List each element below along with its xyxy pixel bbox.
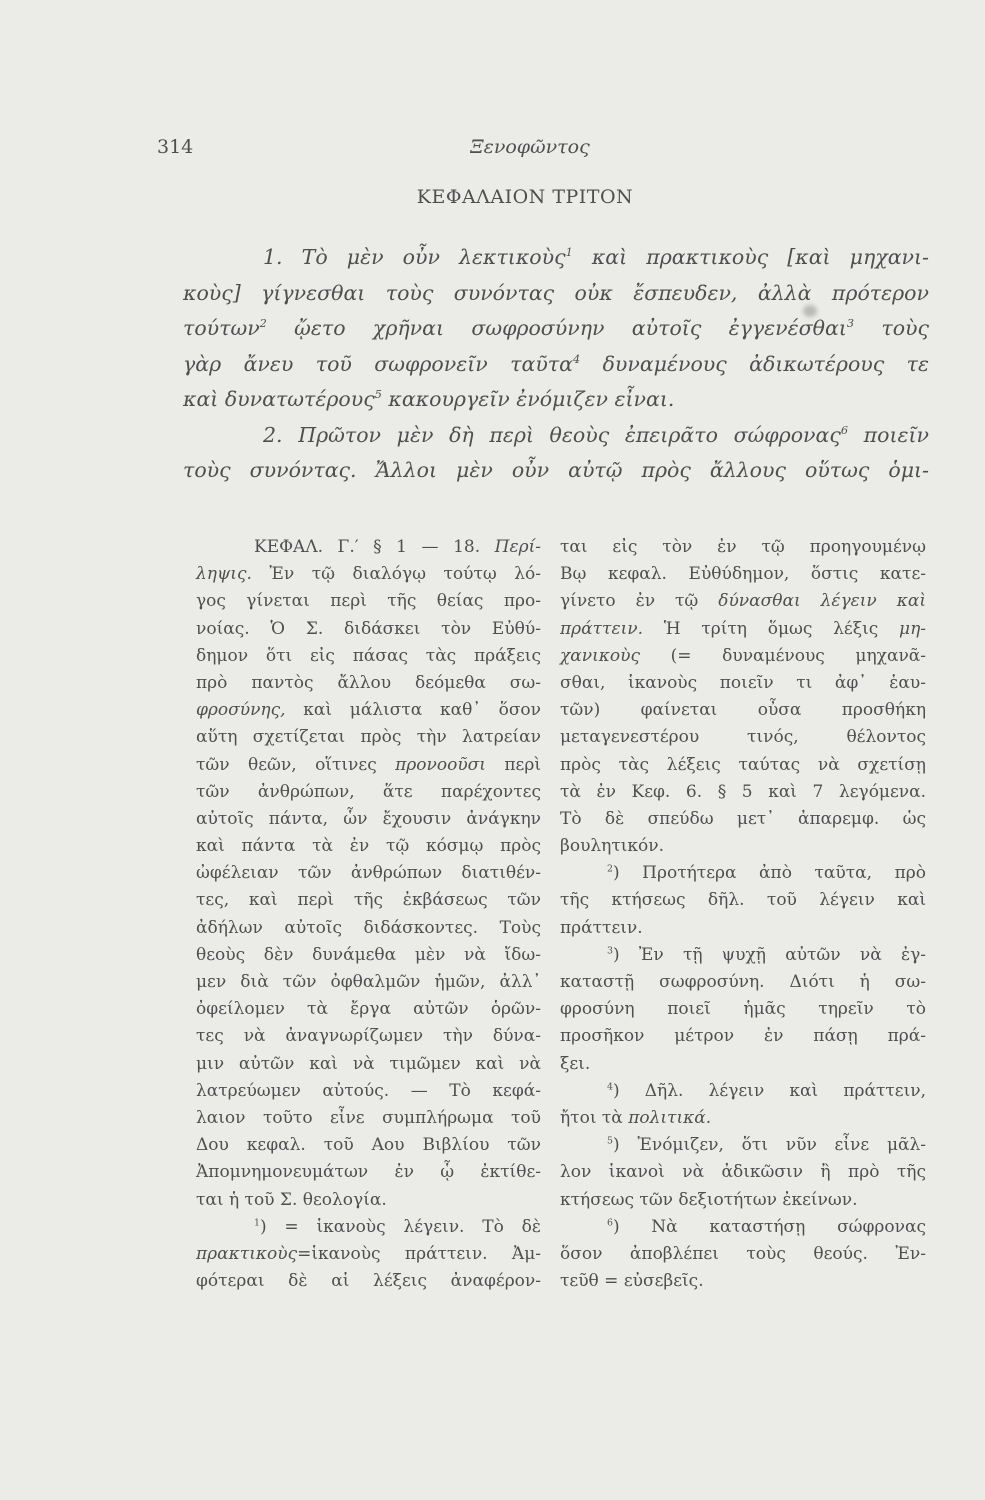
text-run: ) Ἐν τῇ ψυχῇ αὐτῶν νὰ ἐγ- — [612, 944, 926, 965]
text-run: μεταγενεστέρου τινός, θέλοντος — [560, 727, 926, 748]
text-run: Βῳ κεφαλ. Εὐθύδημον, ὅστις κατε- — [560, 564, 926, 585]
text-run: πρὸ παντὸς ἄλλου δεόμεθα σω- — [196, 672, 541, 693]
text-run: Ἡ τρίτη ὅμως λέξις — [642, 618, 900, 639]
text-line — [196, 588, 541, 615]
text-run: γος γίνεται περὶ τῆς θείας προ- — [196, 591, 541, 612]
text-run: ΚΕΦΑΛ. Γ.′ § 1 — 18. — [254, 537, 495, 557]
text-run: καὶ πάντα τὰ ἐν τῷ κόσμῳ πρὸς — [196, 836, 541, 857]
text-run: πράττειν. — [560, 917, 643, 938]
text-run: γίνετο ἐν τῷ — [560, 591, 719, 612]
text-line — [196, 779, 541, 806]
text-line — [196, 1078, 541, 1105]
text-run: τῆς κτήσεως δῆλ. τοῦ λέγειν καὶ — [560, 890, 926, 911]
text-line — [560, 942, 926, 969]
text-run: (= δυναμένους μηχανᾶ- — [640, 645, 926, 666]
text-run: =ἱκανοὺς πράττειν. Ἀμ- — [297, 1243, 541, 1264]
text-run: κοὺς] γίγνεσθαι τοὺς συνόντας οὐκ ἔσπευδεν, ἀλλὰ πρότερον — [183, 280, 929, 305]
footnote-marker: 5 — [374, 388, 382, 402]
text-line — [196, 1268, 541, 1295]
text-line — [183, 311, 929, 347]
text-run: ὅσον ἀποβλέπει τοὺς θεούς. Ἐν- — [560, 1243, 926, 1264]
text-run: καὶ μάλιστα καθ᾽ ὅσον — [285, 700, 541, 721]
text-line — [196, 1105, 541, 1132]
footnote-marker: 6 — [840, 423, 848, 437]
footnote-marker: 3 — [607, 945, 613, 957]
text-line — [196, 1023, 541, 1050]
text-run: τοὺς συνόντας. Ἄλλοι μὲν οὖν αὐτῷ πρὸς ἄλλους οὕτως ὁμι- — [183, 458, 929, 482]
paragraph — [196, 534, 541, 1214]
text-run: 1. Τὸ μὲν οὖν λεκτικοὺς — [263, 245, 566, 269]
text-run: καὶ δυνατωτέρους — [183, 387, 375, 411]
text-run: τὰ ἐν Κεφ. 6. § 5 καὶ 7 λεγόμενα. — [560, 781, 926, 802]
text-line — [196, 942, 541, 969]
text-run: πρὸς τὰς λέξεις ταύτας νὰ σχετίσῃ — [560, 754, 926, 775]
text-run: τῶν ἀνθρώπων, ἅτε παρέχοντες — [196, 781, 541, 802]
text-run: κτήσεως τῶν δεξιοτήτων ἐκείνων. — [560, 1189, 858, 1210]
text-line — [196, 915, 541, 942]
text-line — [560, 588, 926, 615]
page-number: 314 — [157, 136, 194, 158]
text-line — [183, 240, 929, 276]
italic-run: μη- — [899, 618, 926, 639]
text-run: ὀφείλομεν τὰ ἔργα αὐτῶν ὁρῶν- — [196, 999, 541, 1020]
main-text — [183, 240, 929, 489]
text-line — [560, 616, 926, 643]
text-line — [183, 276, 929, 312]
text-line — [196, 969, 541, 996]
text-run: ἤτοι τὰ — [560, 1107, 629, 1128]
text-line — [560, 1023, 926, 1050]
text-line — [560, 833, 926, 860]
footnote-marker: 3 — [846, 317, 855, 331]
text-run: γὰρ ἄνευ τοῦ σωφρονεῖν ταῦτα — [183, 351, 573, 376]
text-line — [196, 1241, 541, 1268]
paragraph — [196, 1214, 541, 1296]
text-run: τοὺς — [854, 316, 929, 340]
text-run: Ἐν τῷ διαλόγῳ τούτῳ λό- — [251, 564, 541, 585]
text-line — [560, 752, 926, 779]
commentary-left-column — [196, 534, 541, 1295]
text-run: Δου κεφαλ. τοῦ Αου Βιβλίου τῶν — [196, 1135, 541, 1156]
text-run: τες, καὶ περὶ τῆς ἐκβάσεως τῶν — [196, 890, 541, 911]
text-run: φότεραι δὲ αἱ λέξεις ἀναφέρον- — [196, 1271, 541, 1292]
italic-run: πράττειν. — [560, 618, 643, 639]
paragraph — [560, 1214, 926, 1296]
text-line — [560, 860, 926, 887]
text-run: προσῆκον μέτρον ἐν πάσῃ πρά- — [560, 1026, 926, 1047]
text-line — [196, 1214, 541, 1241]
italic-run: δύνασθαι λέγειν καὶ — [718, 591, 927, 612]
text-line — [560, 670, 926, 697]
text-run: θεοὺς δὲν δυνάμεθα μὲν νὰ ἴδω- — [196, 944, 541, 965]
footnote-marker: 5 — [607, 1135, 613, 1147]
text-run: ται ἡ τοῦ Σ. θεολογία. — [196, 1189, 387, 1210]
text-line — [196, 670, 541, 697]
italic-run: προνοοῦσι — [395, 754, 486, 775]
text-line — [560, 915, 926, 942]
paragraph — [560, 860, 926, 942]
text-line — [183, 453, 929, 489]
text-run: νοίας. Ὁ Σ. διδάσκει τὸν Εὐθύ- — [196, 618, 541, 639]
text-run: 2. Πρῶτον μὲν δὴ περὶ θεοὺς ἐπειρᾶτο σώφρονας — [263, 422, 841, 447]
text-run: καὶ πρακτικοὺς [καὶ μηχανι- — [572, 245, 929, 269]
paragraph — [560, 942, 926, 1078]
text-run: κακουργεῖν ἐνόμιζεν εἶναι. — [381, 387, 675, 411]
text-line — [196, 887, 541, 914]
italic-run: χανικοὺς — [560, 645, 641, 666]
text-run: ᾤετο χρῆναι σωφροσύνην αὐτοῖς ἐγγενέσθαι — [266, 316, 847, 340]
text-run: ξει. — [560, 1053, 591, 1074]
text-line — [196, 1159, 541, 1186]
italic-run: ληψις. — [196, 564, 252, 585]
text-line — [560, 1214, 926, 1241]
text-line — [196, 643, 541, 670]
text-line — [560, 724, 926, 751]
text-line — [560, 887, 926, 914]
text-line — [560, 806, 926, 833]
text-run: λον ἱκανοὶ νὰ ἀδικῶσιν ἢ πρὸ τῆς — [560, 1162, 926, 1183]
text-line — [196, 1051, 541, 1078]
text-line — [196, 616, 541, 643]
text-line — [560, 1159, 926, 1186]
text-line — [560, 1078, 926, 1105]
text-run: ) = ἱκανοὺς λέγειν. Τὸ δὲ — [259, 1216, 541, 1237]
text-line — [196, 534, 541, 561]
text-line — [183, 418, 929, 454]
text-line — [196, 833, 541, 860]
chapter-title: ΚΕΦΑΛΑΙΟΝ ΤΡΙΤΟΝ — [416, 186, 634, 208]
text-run: αὐτοῖς πάντα, ὧν ἔχουσιν ἀνάγκην — [196, 808, 541, 829]
text-run: τῶν θεῶν, οἵτινες — [196, 754, 396, 775]
italic-run: Περί- — [494, 537, 541, 557]
text-run: τες νὰ ἀναγνωρίζωμεν τὴν δύνα- — [196, 1026, 541, 1047]
text-run: ) Δῆλ. λέγειν καὶ πράττειν, — [612, 1080, 926, 1101]
text-line — [560, 969, 926, 996]
footnote-marker: 4 — [572, 352, 581, 366]
text-run: μεν διὰ τῶν ὀφθαλμῶν ἡμῶν, ἀλλ᾽ — [196, 972, 541, 992]
text-run: τεῦθ = εὐσεβεῖς. — [560, 1271, 704, 1292]
text-run: καταστῇ σωφροσύνη. Διότι ἡ σω- — [560, 972, 926, 992]
text-run: αὕτη σχετίζεται πρὸς τὴν λατρείαν — [196, 727, 541, 748]
text-line — [196, 752, 541, 779]
text-run: ) Προτήτερα ἀπὸ ταῦτα, πρὸ — [612, 863, 926, 884]
commentary-right-column — [560, 534, 926, 1295]
text-line — [560, 1241, 926, 1268]
text-line — [183, 382, 929, 418]
text-run: Τὸ δὲ σπεύδω μετ᾽ ἀπαρεμφ. ὡς — [560, 808, 926, 829]
paragraph — [560, 534, 926, 860]
text-run: ) Νὰ καταστήσῃ σώφρονας — [612, 1216, 926, 1237]
text-run: περὶ — [485, 754, 541, 775]
text-line — [560, 697, 926, 724]
text-line — [560, 1051, 926, 1078]
text-line — [560, 779, 926, 806]
text-run: λαιον τοῦτο εἶνε συμπλήρωμα τοῦ — [196, 1107, 541, 1128]
text-line — [560, 561, 926, 588]
paragraph — [560, 1132, 926, 1214]
text-line — [196, 724, 541, 751]
text-run: δυναμένους ἀδικωτέρους τε — [580, 351, 929, 376]
text-run: Ἀπομνημονευμάτων ἐν ᾧ ἐκτίθε- — [196, 1162, 541, 1183]
footnote-marker: 2 — [259, 317, 267, 331]
italic-run: φροσύνης, — [196, 700, 286, 721]
text-line — [196, 806, 541, 833]
paragraph — [560, 1078, 926, 1132]
footnote-marker: 1 — [254, 1217, 260, 1229]
text-run: φροσύνη ποιεῖ ἡμᾶς τηρεῖν τὸ — [560, 999, 926, 1020]
text-run: ποιεῖν — [848, 422, 930, 447]
italic-run: πολιτικά. — [628, 1107, 712, 1128]
text-run: σθαι, ἱκανοὺς ποιεῖν τι ἀφ᾽ ἑαυ- — [560, 672, 926, 693]
text-line — [196, 561, 541, 588]
text-line — [196, 860, 541, 887]
footnote-marker: 6 — [607, 1217, 613, 1229]
text-line — [183, 347, 929, 383]
text-run: ται εἰς τὸν ἐν τῷ προηγουμένῳ — [560, 537, 926, 557]
text-line — [196, 697, 541, 724]
italic-run: πρακτικοὺς — [196, 1243, 298, 1264]
text-run: βουλητικόν. — [560, 836, 665, 857]
footnote-marker: 1 — [565, 246, 573, 260]
text-run: δημον ὅτι εἰς πάσας τὰς πράξεις — [196, 645, 541, 666]
footnote-marker: 4 — [607, 1081, 613, 1093]
text-line — [560, 1187, 926, 1214]
text-run: τῶν) φαίνεται οὖσα προσθήκη — [560, 700, 926, 721]
text-line — [560, 1132, 926, 1159]
text-run: λατρεύωμεν αὐτούς. — Τὸ κεφά- — [196, 1080, 541, 1101]
text-line — [560, 1268, 926, 1295]
footnote-marker: 2 — [607, 863, 613, 875]
text-line — [560, 643, 926, 670]
text-line — [196, 1132, 541, 1159]
text-run: ) Ἐνόμιζεν, ὅτι νῦν εἶνε μᾶλ- — [612, 1135, 926, 1156]
paragraph — [183, 240, 929, 418]
text-line — [560, 996, 926, 1023]
text-line — [196, 996, 541, 1023]
text-run: τούτων — [183, 316, 260, 340]
text-run: ὠφέλειαν τῶν ἀνθρώπων διατιθέν- — [196, 863, 541, 884]
paragraph — [183, 418, 929, 489]
text-line — [196, 1187, 541, 1214]
running-title: Ξενοφῶντος — [470, 136, 590, 158]
text-line — [560, 1105, 926, 1132]
text-run: ἀδήλων αὐτοῖς διδάσκοντες. Τοὺς — [196, 917, 541, 938]
text-line — [560, 534, 926, 561]
text-run: μιν αὐτῶν καὶ νὰ τιμῶμεν καὶ νὰ — [196, 1053, 541, 1074]
